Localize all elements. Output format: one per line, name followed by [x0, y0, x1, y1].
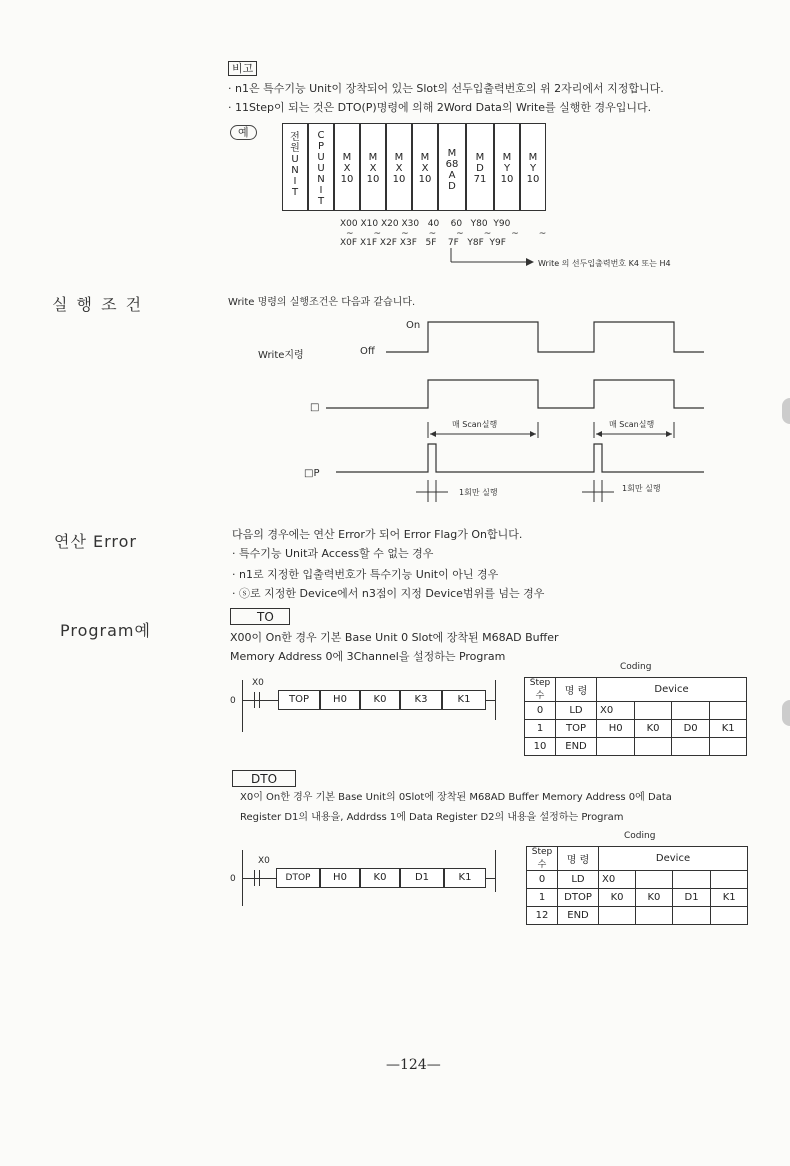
example-label: 예	[230, 124, 257, 140]
slot-cell: M Y 10	[520, 123, 546, 211]
ladder2-step: 0	[230, 874, 236, 884]
table-row: 1 TOP H0 K0 D0 K1	[525, 720, 747, 738]
program2-desc-1: X0이 On한 경우 기본 Base Unit의 0Slot에 장착된 M68AD Buffer Memory Address 0에 Data	[240, 792, 672, 803]
error-item-2: · n1로 지정한 입출력번호가 특수기능 Unit이 아닌 경우	[232, 568, 499, 581]
slot-cell: M D 71	[466, 123, 494, 211]
table-row: 0 LD X0	[525, 702, 747, 720]
header-device: Device	[597, 678, 747, 702]
table-row: 0 LD X0	[527, 871, 748, 889]
timing-intro: Write 명령의 실행조건은 다음과 같습니다.	[228, 297, 416, 308]
section-program: Program예	[60, 621, 151, 640]
coding-table-1	[524, 677, 747, 756]
instr-cell: DTOP	[276, 868, 320, 888]
once-label-2: 1회만 실행	[622, 484, 661, 493]
unit-diagram	[282, 123, 550, 213]
error-item-1: · 특수기능 Unit과 Access할 수 없는 경우	[232, 547, 434, 560]
instr-cell: H0	[320, 690, 360, 710]
once-label-1: 1회만 실행	[459, 488, 498, 497]
instr-cell: K1	[442, 690, 486, 710]
addr-tilde: ~~~~~~~~	[346, 229, 567, 239]
on-label: On	[406, 320, 421, 331]
ladder1-contact: X0	[252, 678, 264, 688]
table-row: 10 END	[525, 738, 747, 756]
binder-hole	[782, 398, 790, 424]
table-header	[527, 847, 748, 871]
instr-cell: K0	[360, 868, 400, 888]
scan-label-2: 매 Scan실행	[609, 420, 655, 429]
scan-label-1: 매 Scan실행	[452, 420, 498, 429]
section-error: 연산 Error	[54, 532, 137, 551]
timing-diagram	[300, 310, 710, 510]
note-line-2: · 11Step이 되는 것은 DTO(P)명령에 의해 2Word Data의 Write를 실행한 경우입니다.	[228, 101, 652, 114]
to-label: TO	[230, 608, 290, 625]
error-intro: 다음의 경우에는 연산 Error가 되어 Error Flag가 On합니다.	[232, 528, 523, 541]
error-item-3: · ⓢ로 지정한 Device에서 n3점이 지정 Device범위를 넘는 경우	[232, 587, 545, 600]
ladder2-contact: X0	[258, 856, 270, 866]
cpu-unit-cell: C P U U N I T	[308, 123, 334, 211]
header-instr: 명 령	[558, 847, 599, 871]
header-step: Step수	[527, 847, 558, 871]
coding-title-1: Coding	[620, 662, 652, 672]
power-unit-cell: 전 원 U N I T	[282, 123, 308, 211]
header-instr: 명 령	[556, 678, 597, 702]
ladder-2	[228, 848, 508, 908]
coding-table-2	[526, 846, 748, 925]
write-arrow	[448, 248, 538, 268]
instr-cell: TOP	[278, 690, 320, 710]
section-condition: 실 행 조 건	[52, 295, 144, 314]
table-row: 1 DTOP K0 K0 D1 K1	[527, 889, 748, 907]
dto-label: DTO	[232, 770, 296, 787]
write-arrow-label: Write 의 선두입출력번호 K4 또는 H4	[538, 259, 671, 268]
instr-cell: H0	[320, 868, 360, 888]
table-header	[525, 678, 747, 702]
note-label: 비고	[228, 60, 257, 76]
slot-cell: M X 10	[386, 123, 412, 211]
slot-cell: M X 10	[360, 123, 386, 211]
m68ad-slot-cell: M 68 A D	[438, 123, 466, 211]
ladder-1	[228, 676, 508, 736]
binder-hole	[782, 700, 790, 726]
note-line-1: · n1은 특수기능 Unit이 장착되어 있는 Slot의 선두입출력번호의 위 2자리에서 지정합니다.	[228, 82, 664, 95]
program1-desc-1: X00이 On한 경우 기본 Base Unit 0 Slot에 장착된 M68AD Buffer	[230, 631, 559, 644]
write-cmd-label: Write지령	[258, 350, 304, 361]
table-row: 12 END	[527, 907, 748, 925]
header-device: Device	[599, 847, 748, 871]
slot-cell: M X 10	[412, 123, 438, 211]
signal-label: □	[310, 402, 320, 413]
header-step: Step수	[525, 678, 556, 702]
program2-desc-2: Register D1의 내용을, Addrdss 1에 Data Register D2의 내용을 설정하는 Program	[240, 812, 624, 823]
page-number: —124—	[386, 1057, 441, 1073]
signal-p-label: □P	[304, 468, 320, 479]
instr-cell: K3	[400, 690, 442, 710]
program1-desc-2: Memory Address 0에 3Channel을 설정하는 Program	[230, 650, 506, 663]
addr-bottom: X0F X1F X2F X3F 5F 7F Y8F Y9F	[340, 238, 506, 248]
slot-cell: M Y 10	[494, 123, 520, 211]
addr-top: X00 X10 X20 X30 40 60 Y80 Y90	[340, 219, 511, 229]
instr-cell: D1	[400, 868, 444, 888]
ladder1-step: 0	[230, 696, 236, 706]
off-label: Off	[360, 346, 375, 357]
slot-cell: M X 10	[334, 123, 360, 211]
instr-cell: K0	[360, 690, 400, 710]
instr-cell: K1	[444, 868, 486, 888]
coding-title-2: Coding	[624, 831, 656, 841]
